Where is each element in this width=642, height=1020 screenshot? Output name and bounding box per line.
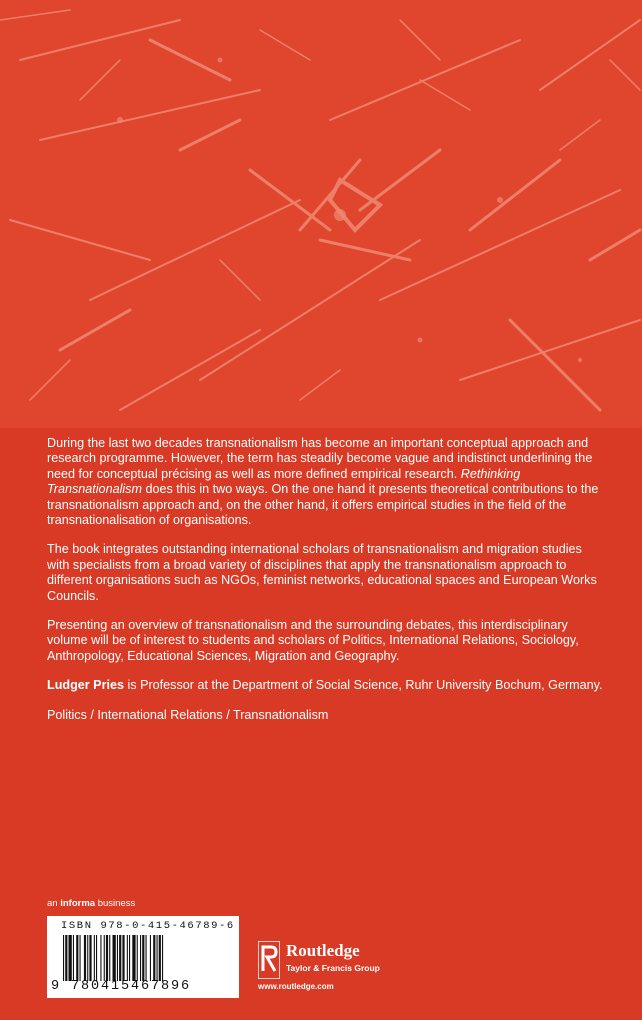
- barcode-bar: [96, 935, 97, 981]
- subject-categories: Politics / International Relations / Transnationalism: [47, 707, 329, 722]
- barcode-bar: [142, 935, 144, 981]
- barcode-bar: [157, 935, 158, 981]
- ean-left-group: 780415: [71, 979, 132, 994]
- publisher-group: Taylor & Francis Group: [286, 963, 380, 973]
- barcode-bar: [117, 935, 118, 981]
- blurb-p1-rest: does this in two ways. On the one hand it presents theoretical contributions to the transnationalism approach and, on the other hand, it offers empirical studies in the field of the transnationalisation of organisations.: [47, 482, 599, 528]
- barcode-bar: [129, 935, 130, 981]
- barcode-bar: [127, 935, 128, 981]
- barcode-bar: [73, 935, 74, 981]
- abstract-texture-image: [0, 0, 642, 428]
- blurb-paragraph-1: [47, 436, 607, 528]
- texture-marks: [0, 0, 642, 428]
- author-bio: [47, 678, 607, 693]
- ean-first-digit: 9: [51, 979, 62, 994]
- barcode-bar: [150, 935, 151, 981]
- barcode-bar: [94, 935, 95, 981]
- blurb-p1-intro: During the last two decades transnationalism has become an important conceptual approach and research programme. However, the term has steadily become vague and indistinct underlining the need for conceptual précising as well as more defined empirical research.: [47, 436, 593, 481]
- barcode-bar: [159, 935, 161, 981]
- barcode-bar: [146, 935, 147, 981]
- author-bio-text: is Professor at the Department of Social Science, Ruhr University Bochum, Germany.: [123, 678, 603, 693]
- routledge-r-icon: [258, 941, 280, 979]
- back-cover-blurb: [47, 436, 607, 737]
- barcode-bar: [153, 935, 155, 981]
- informa-prefix: an: [47, 898, 61, 909]
- barcode-bar: [109, 935, 110, 981]
- barcode-bar: [100, 935, 101, 981]
- barcode-bar: [65, 935, 67, 981]
- barcode-bar: [84, 935, 86, 981]
- publisher-block: [258, 941, 398, 991]
- barcode-bars: [61, 935, 229, 981]
- barcode-bar: [137, 935, 138, 981]
- publisher-url[interactable]: www.routledge.com: [258, 982, 334, 991]
- barcode-bar: [87, 935, 88, 981]
- barcode-bar: [140, 935, 141, 981]
- informa-suffix: business: [95, 898, 136, 909]
- isbn-barcode: [47, 916, 239, 998]
- ean-number: [51, 979, 191, 994]
- author-name: Ludger Pries: [47, 678, 124, 693]
- ean-right-group: 467896: [131, 979, 192, 994]
- barcode-bar: [106, 935, 108, 981]
- barcode-bar: [80, 935, 81, 981]
- barcode-bar: [89, 935, 91, 981]
- publisher-name: Routledge: [286, 941, 360, 960]
- barcode-bar: [162, 935, 163, 981]
- barcode-bar: [122, 935, 124, 981]
- barcode-bar: [76, 935, 78, 981]
- barcode-bar: [113, 935, 116, 981]
- blurb-paragraph-2: The book integrates outstanding international scholars of transnationalism and migration studies with specialists from a broad variety of disciplines that apply the transnationalism approach to different organisations such as NGOs, feminist networks, educational spaces and European Works Councils.: [47, 542, 597, 603]
- barcode-bar: [132, 935, 135, 981]
- informa-brand: informa: [60, 898, 96, 909]
- barcode-bar: [104, 935, 105, 981]
- informa-business-tagline: [47, 898, 135, 909]
- isbn-text: ISBN 978-0-415-46789-6: [61, 920, 235, 932]
- barcode-bar: [63, 935, 64, 981]
- barcode-bar: [119, 935, 121, 981]
- barcode-bar: [69, 935, 72, 981]
- blurb-paragraph-3: Presenting an overview of transnationalism and the surrounding debates, this interdisciplinary volume will be of interest to students and scholars of Politics, International Relations, Sociology, Anthropology, Educational Sciences, Migration and Geography.: [47, 618, 579, 663]
- book-title-italic: Rethinking Transnationalism: [47, 466, 521, 497]
